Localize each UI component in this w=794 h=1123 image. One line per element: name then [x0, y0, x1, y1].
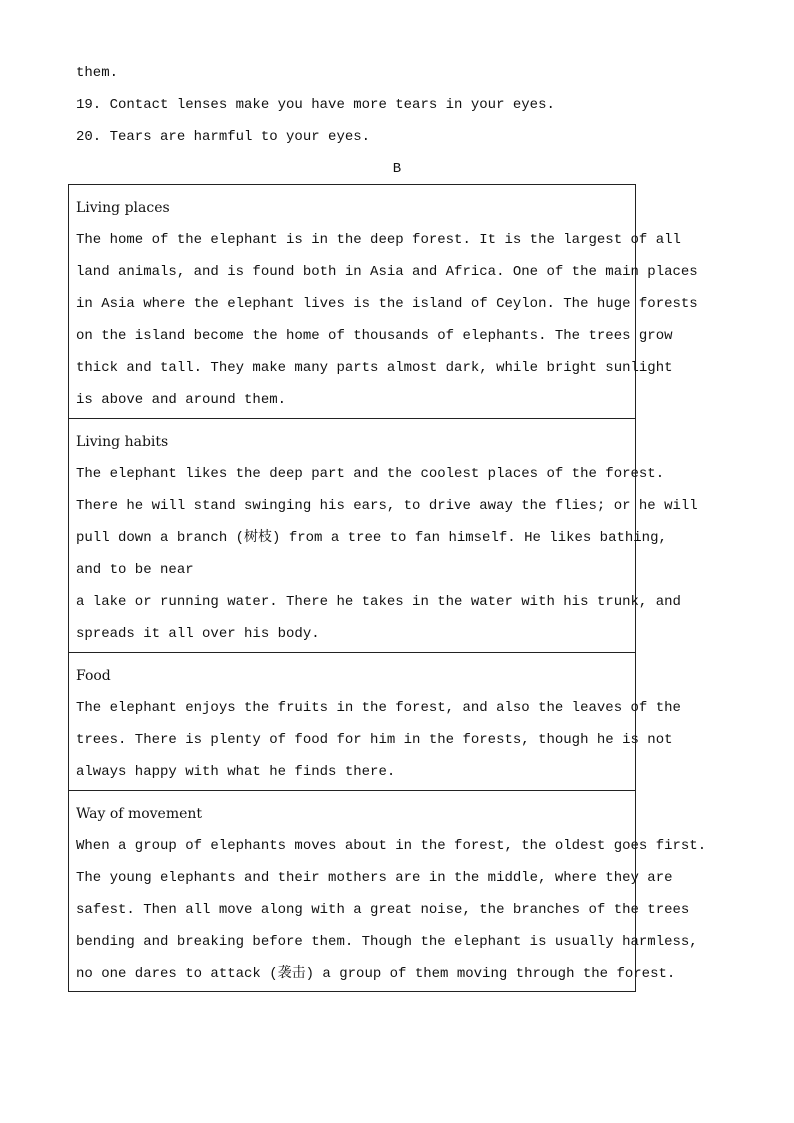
- section-paragraph: [76, 692, 681, 788]
- paragraph-line: in Asia where the elephant lives is the island of Ceylon. The huge forests: [76, 296, 698, 312]
- section-letter: B: [392, 161, 402, 177]
- section-food: [69, 652, 681, 790]
- section-heading: Food: [76, 668, 111, 684]
- section-living-habits: [69, 418, 698, 652]
- paragraph-line: The young elephants and their mothers are in the middle, where they are: [76, 870, 673, 886]
- paragraph-line: land animals, and is found both in Asia and Africa. One of the main places: [76, 264, 698, 280]
- paragraph-line: pull down a branch (树枝) from a tree to fan himself. He likes bathing,: [76, 530, 667, 546]
- paragraph-line: thick and tall. They make many parts almost dark, while bright sunlight: [76, 360, 673, 376]
- paragraph-line: safest. Then all move along with a great noise, the branches of the trees: [76, 902, 690, 918]
- question-20: 20. Tears are harmful to your eyes.: [76, 129, 371, 145]
- paragraph-line: on the island become the home of thousands of elephants. The trees grow: [76, 328, 673, 344]
- section-living-places: [69, 185, 698, 418]
- paragraph-line: and to be near: [76, 562, 194, 578]
- paragraph-line: trees. There is plenty of food for him in the forests, though he is not: [76, 732, 673, 748]
- paragraph-line: When a group of elephants moves about in the forest, the oldest goes first.: [76, 838, 707, 854]
- section-paragraph: [76, 458, 698, 650]
- section-heading: Way of movement: [76, 806, 203, 822]
- paragraph-line: spreads it all over his body.: [76, 626, 320, 642]
- section-heading: Living places: [76, 200, 170, 216]
- paragraph-line: bending and breaking before them. Though the elephant is usually harmless,: [76, 934, 698, 950]
- section-way-of-movement: [69, 790, 707, 991]
- paragraph-line: always happy with what he finds there.: [76, 764, 396, 780]
- paragraph-line: The home of the elephant is in the deep forest. It is the largest of all: [76, 232, 681, 248]
- question-continuation-text: them.: [76, 65, 119, 81]
- question-19: 19. Contact lenses make you have more tears in your eyes.: [76, 97, 555, 113]
- paragraph-line: a lake or running water. There he takes in the water with his trunk, and: [76, 594, 681, 610]
- section-heading: Living habits: [76, 434, 169, 450]
- elephant-info-table: [68, 184, 707, 992]
- paragraph-line: There he will stand swinging his ears, to drive away the flies; or he will: [76, 498, 698, 514]
- section-paragraph: [76, 224, 698, 416]
- paragraph-line: is above and around them.: [76, 392, 287, 408]
- paragraph-line: The elephant enjoys the fruits in the forest, and also the leaves of the: [76, 700, 681, 716]
- section-paragraph: [76, 830, 707, 990]
- paragraph-line: The elephant likes the deep part and the coolest places of the forest.: [76, 466, 665, 482]
- paragraph-line: no one dares to attack (袭击) a group of them moving through the forest.: [76, 966, 676, 982]
